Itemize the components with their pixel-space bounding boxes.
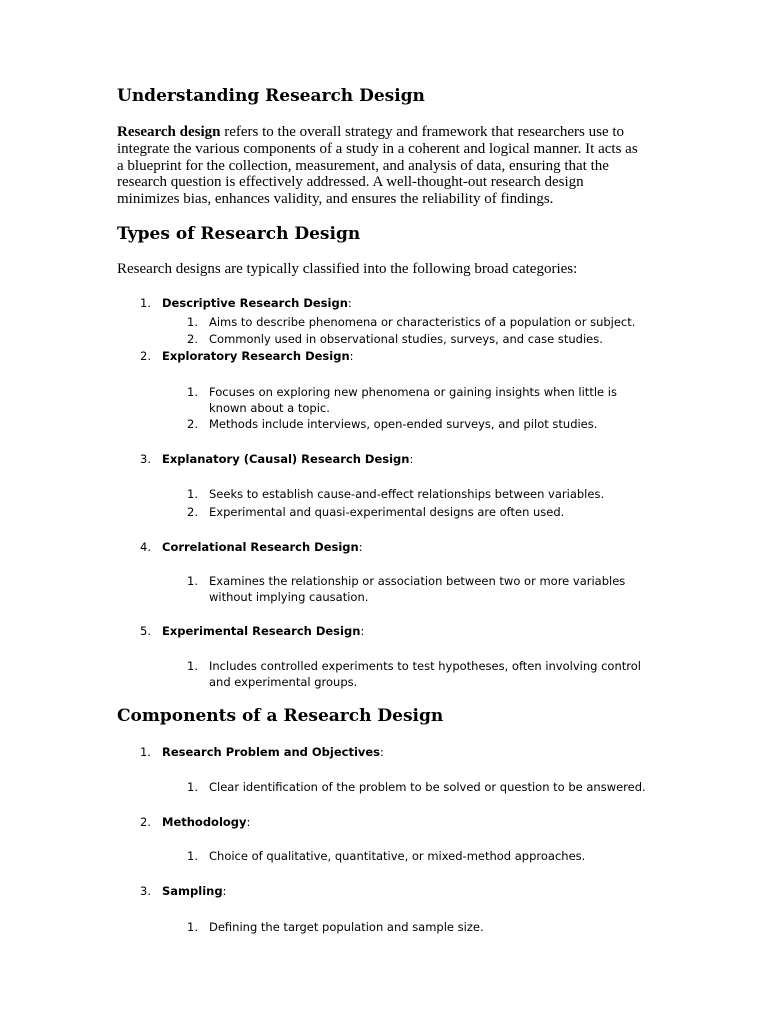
list-item-suffix: : <box>222 884 227 898</box>
sub-list-text: Examines the relationship or association between two or more variables without implying causation. <box>209 574 626 604</box>
page-title: Understanding Research Design <box>117 86 425 106</box>
list-number: 1. <box>187 574 198 588</box>
sub-list-text: Choice of qualitative, quantitative, or mixed-method approaches. <box>209 849 586 863</box>
list-number: 2. <box>140 815 151 829</box>
list-item-suffix: : <box>380 745 384 759</box>
list-number: 1. <box>140 296 151 310</box>
list-item-title: Experimental Research Design <box>162 624 361 638</box>
list-item-suffix: : <box>409 452 414 466</box>
list-number: 2. <box>140 349 151 363</box>
list-number: 3. <box>140 884 151 898</box>
list-item-title: Research Problem and Objectives <box>162 745 381 759</box>
intro-bold-term: Research design <box>117 124 221 140</box>
sub-list-text: Seeks to establish cause-and-effect relationships between variables. <box>209 487 605 501</box>
sub-list-text: Focuses on exploring new phenomena or gaining insights when little is known about a topic. <box>209 385 617 415</box>
sub-list-text: Commonly used in observational studies, surveys, and case studies. <box>209 332 603 346</box>
list-number: 3. <box>140 452 151 466</box>
types-heading: Types of Research Design <box>117 224 361 244</box>
sub-list-text: Aims to describe phenomena or characteristics of a population or subject. <box>209 315 636 329</box>
sub-list-text: Clear identification of the problem to be solved or question to be answered. <box>209 780 646 794</box>
components-heading: Components of a Research Design <box>117 706 444 726</box>
list-item-suffix: : <box>246 815 251 829</box>
list-number: 1. <box>187 487 198 501</box>
sub-list-text: Experimental and quasi-experimental designs are often used. <box>209 505 565 519</box>
sub-list-text: Defining the target population and sample size. <box>209 920 484 934</box>
intro-paragraph <box>117 124 647 208</box>
list-item-title: Sampling <box>162 884 223 898</box>
list-number: 2. <box>187 505 198 519</box>
list-number: 5. <box>140 624 151 638</box>
list-number: 1. <box>140 745 151 759</box>
list-item-suffix: : <box>358 540 363 554</box>
list-item-title: Exploratory Research Design <box>162 349 350 363</box>
list-item-suffix: : <box>347 296 352 310</box>
list-number: 2. <box>187 332 198 346</box>
intro-text: refers to the overall strategy and framework that researchers use to integrate the various components of a study in a coherent and logical manner. It acts as a blueprint for the collection, measurement, and analysis of data, ensuring that the research question is effectively addressed. A well-thought-out research design minimizes bias, enhances validity, and ensures the reliability of findings. <box>117 124 638 208</box>
list-number: 4. <box>140 540 151 554</box>
list-item-title: Explanatory (Causal) Research Design <box>162 452 410 466</box>
list-number: 1. <box>187 920 198 934</box>
list-item-suffix: : <box>349 349 354 363</box>
sub-list-text: Includes controlled experiments to test hypotheses, often involving control and experimental groups. <box>209 659 641 689</box>
list-number: 1. <box>187 315 198 329</box>
list-item-title: Methodology <box>162 815 247 829</box>
sub-list-text: Methods include interviews, open-ended surveys, and pilot studies. <box>209 417 598 431</box>
list-number: 1. <box>187 849 198 863</box>
list-number: 1. <box>187 385 198 399</box>
types-lead: Research designs are typically classified into the following broad categories: <box>117 261 578 277</box>
list-item-title: Descriptive Research Design <box>162 296 348 310</box>
list-number: 2. <box>187 417 198 431</box>
list-number: 1. <box>187 780 198 794</box>
list-number: 1. <box>187 659 198 673</box>
list-item-suffix: : <box>360 624 365 638</box>
list-item-title: Correlational Research Design <box>162 540 359 554</box>
